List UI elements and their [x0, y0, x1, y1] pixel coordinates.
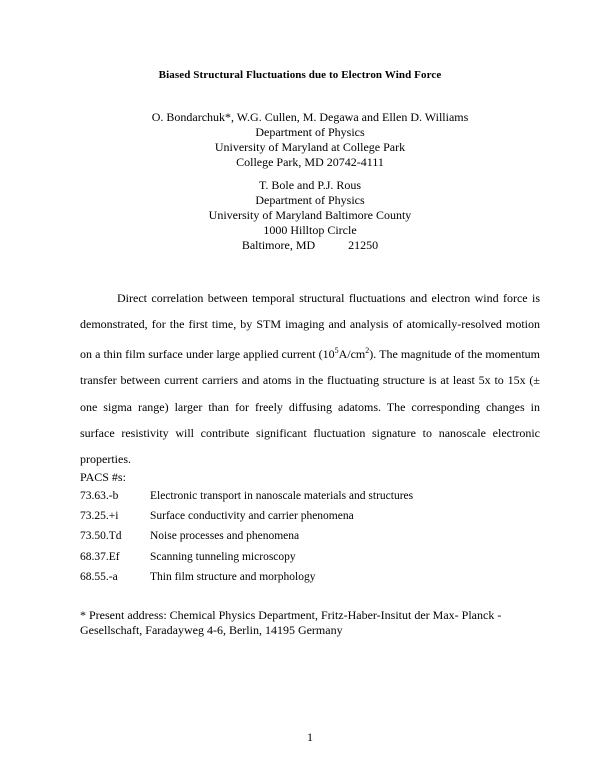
pacs-desc: Noise processes and phenomena	[150, 530, 300, 543]
city-line-2	[0, 238, 600, 253]
abstract-text-2: A/cm	[338, 346, 366, 361]
abstract-exponent-1: 5	[334, 345, 339, 355]
university-1: University of Maryland at College Park	[214, 140, 406, 154]
pacs-desc: Electronic transport in nanoscale materials and structures	[150, 490, 414, 502]
pacs-row	[80, 509, 413, 529]
street-2: 1000 Hilltop Circle	[263, 223, 357, 237]
zip-2: 21250	[348, 238, 379, 252]
abstract-text-1: Direct correlation between temporal structural fluctuations and electron wind force is demonstrated, for the first time, by STM imaging and analysis of atomically-resolved motion on a thin film surface under large applied current (10	[80, 291, 540, 361]
affiliation-block-1	[0, 110, 600, 170]
pacs-row	[80, 570, 413, 590]
department-1: Department of Physics	[255, 125, 365, 139]
city-2: Baltimore, MD	[241, 238, 316, 252]
pacs-code: 68.55.-a	[80, 570, 118, 583]
pacs-code: 73.50.Td	[80, 530, 122, 543]
pacs-row	[80, 489, 413, 509]
abstract-paragraph	[80, 285, 540, 473]
paper-title: Biased Structural Fluctuations due to Electron Wind Force	[158, 69, 442, 81]
pacs-desc: Surface conductivity and carrier phenomena	[150, 510, 354, 523]
abstract-exponent-2: 2	[365, 345, 370, 355]
university-2: University of Maryland Baltimore County	[208, 208, 412, 222]
abstract-text-3: ). The magnitude of the momentum transfer between current carriers and atoms in the fluctuating structure is at least 5x to 15x (± one sigma range) larger than for freely diffusing adatoms. The corresponding changes in surface resistivity will contribute significant fluctuation signature to nanoscale electronic properties.	[80, 346, 540, 467]
city-1: College Park, MD 20742-4111	[236, 155, 384, 169]
pacs-row	[80, 550, 413, 570]
pacs-heading: PACS #s:	[80, 470, 126, 484]
affiliation-block-2	[0, 178, 600, 253]
pacs-code: 68.37.Ef	[80, 550, 120, 563]
pacs-code: 73.63.-b	[80, 490, 119, 502]
footnote: * Present address: Chemical Physics Department, Fritz-Haber-Insitut der Max- Planck - Gesellschaft, Faradayweg 4-6, Berlin, 14195 Germany	[80, 608, 502, 637]
pacs-desc: Scanning tunneling microscopy	[150, 550, 296, 563]
pacs-list	[80, 489, 413, 590]
page-number: 1	[307, 730, 313, 744]
abstract	[80, 285, 540, 473]
pacs-desc: Thin film structure and morphology	[150, 570, 316, 583]
author-names-1: O. Bondarchuk*, W.G. Cullen, M. Degawa and Ellen D. Williams	[151, 110, 469, 124]
pacs-row	[80, 529, 413, 549]
pacs-code: 73.25.+i	[80, 510, 119, 523]
department-2: Department of Physics	[255, 193, 365, 207]
author-names-2: T. Bole and P.J. Rous	[258, 178, 362, 192]
